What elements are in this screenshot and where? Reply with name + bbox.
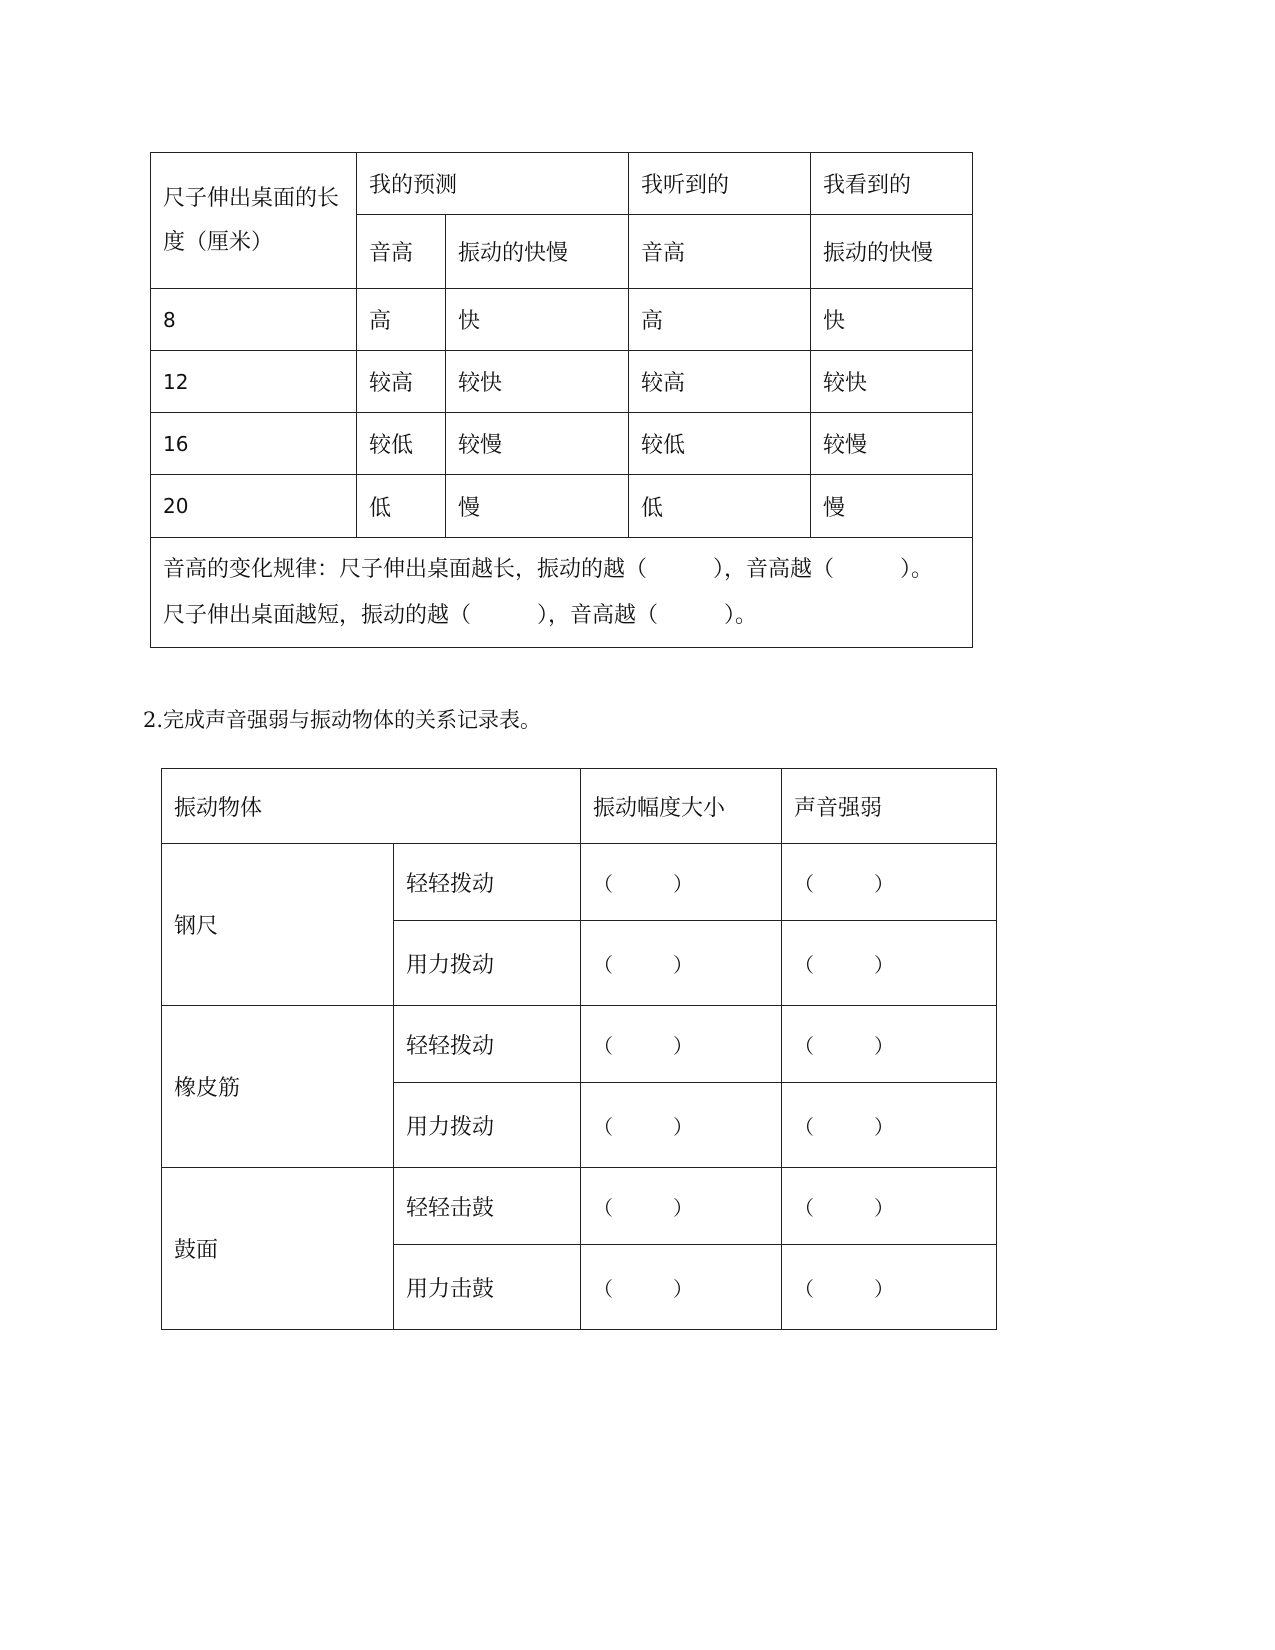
predict-pitch-cell: 高 <box>357 289 446 351</box>
amplitude-blank[interactable]: （ ） <box>581 1083 782 1168</box>
predict-pitch-cell: 较低 <box>357 413 446 475</box>
loudness-record-table <box>161 768 997 1330</box>
pitch-rule-line-1: 音高的变化规律：尺子伸出桌面越长，振动的越（ ），音高越（ ）。 <box>163 556 934 582</box>
header-seen-speed: 振动的快慢 <box>811 215 973 289</box>
predict-pitch-cell: 低 <box>357 475 446 538</box>
header-heard: 我听到的 <box>629 153 811 215</box>
action-cell: 用力拨动 <box>394 1083 581 1168</box>
strength-blank[interactable]: （ ） <box>782 1168 997 1245</box>
strength-blank[interactable]: （ ） <box>782 921 997 1006</box>
amplitude-blank[interactable]: （ ） <box>581 1006 782 1083</box>
amplitude-blank[interactable]: （ ） <box>581 844 782 921</box>
seen-speed-cell: 较快 <box>811 351 973 413</box>
seen-speed-cell: 较慢 <box>811 413 973 475</box>
heard-pitch-cell: 较高 <box>629 351 811 413</box>
predict-pitch-cell: 较高 <box>357 351 446 413</box>
header-predict: 我的预测 <box>357 153 629 215</box>
action-cell: 用力击鼓 <box>394 1245 581 1330</box>
object-cell: 鼓面 <box>162 1168 394 1330</box>
strength-blank[interactable]: （ ） <box>782 844 997 921</box>
strength-blank[interactable]: （ ） <box>782 1245 997 1330</box>
heard-pitch-cell: 高 <box>629 289 811 351</box>
seen-speed-cell: 快 <box>811 289 973 351</box>
length-cell: 20 <box>151 475 357 538</box>
section-caption: 2.完成声音强弱与振动物体的关系记录表。 <box>143 708 542 732</box>
header-predict-pitch: 音高 <box>357 215 446 289</box>
header-length: 尺子伸出桌面的长度（厘米） <box>151 153 357 289</box>
action-cell: 轻轻拨动 <box>394 1006 581 1083</box>
heard-pitch-cell: 较低 <box>629 413 811 475</box>
length-cell: 16 <box>151 413 357 475</box>
pitch-rule-line-2: 尺子伸出桌面越短，振动的越（ ），音高越（ ）。 <box>163 602 758 628</box>
length-cell: 8 <box>151 289 357 351</box>
pitch-rule-cell <box>151 538 973 648</box>
predict-speed-cell: 慢 <box>446 475 629 538</box>
seen-speed-cell: 慢 <box>811 475 973 538</box>
header-amplitude: 振动幅度大小 <box>581 769 782 844</box>
strength-blank[interactable]: （ ） <box>782 1006 997 1083</box>
amplitude-blank[interactable]: （ ） <box>581 1168 782 1245</box>
strength-blank[interactable]: （ ） <box>782 1083 997 1168</box>
pitch-record-table <box>150 152 973 648</box>
action-cell: 轻轻拨动 <box>394 844 581 921</box>
predict-speed-cell: 较快 <box>446 351 629 413</box>
amplitude-blank[interactable]: （ ） <box>581 921 782 1006</box>
amplitude-blank[interactable]: （ ） <box>581 1245 782 1330</box>
action-cell: 用力拨动 <box>394 921 581 1006</box>
length-cell: 12 <box>151 351 357 413</box>
object-cell: 钢尺 <box>162 844 394 1006</box>
header-object: 振动物体 <box>162 769 581 844</box>
table-row <box>162 1168 997 1245</box>
header-strength: 声音强弱 <box>782 769 997 844</box>
predict-speed-cell: 快 <box>446 289 629 351</box>
header-heard-pitch: 音高 <box>629 215 811 289</box>
object-cell: 橡皮筋 <box>162 1006 394 1168</box>
header-seen: 我看到的 <box>811 153 973 215</box>
table-row <box>151 351 973 413</box>
table-row <box>162 844 997 921</box>
table-row <box>162 1006 997 1083</box>
header-predict-speed: 振动的快慢 <box>446 215 629 289</box>
table-row <box>151 413 973 475</box>
action-cell: 轻轻击鼓 <box>394 1168 581 1245</box>
heard-pitch-cell: 低 <box>629 475 811 538</box>
predict-speed-cell: 较慢 <box>446 413 629 475</box>
table-row <box>151 475 973 538</box>
table-row <box>151 289 973 351</box>
